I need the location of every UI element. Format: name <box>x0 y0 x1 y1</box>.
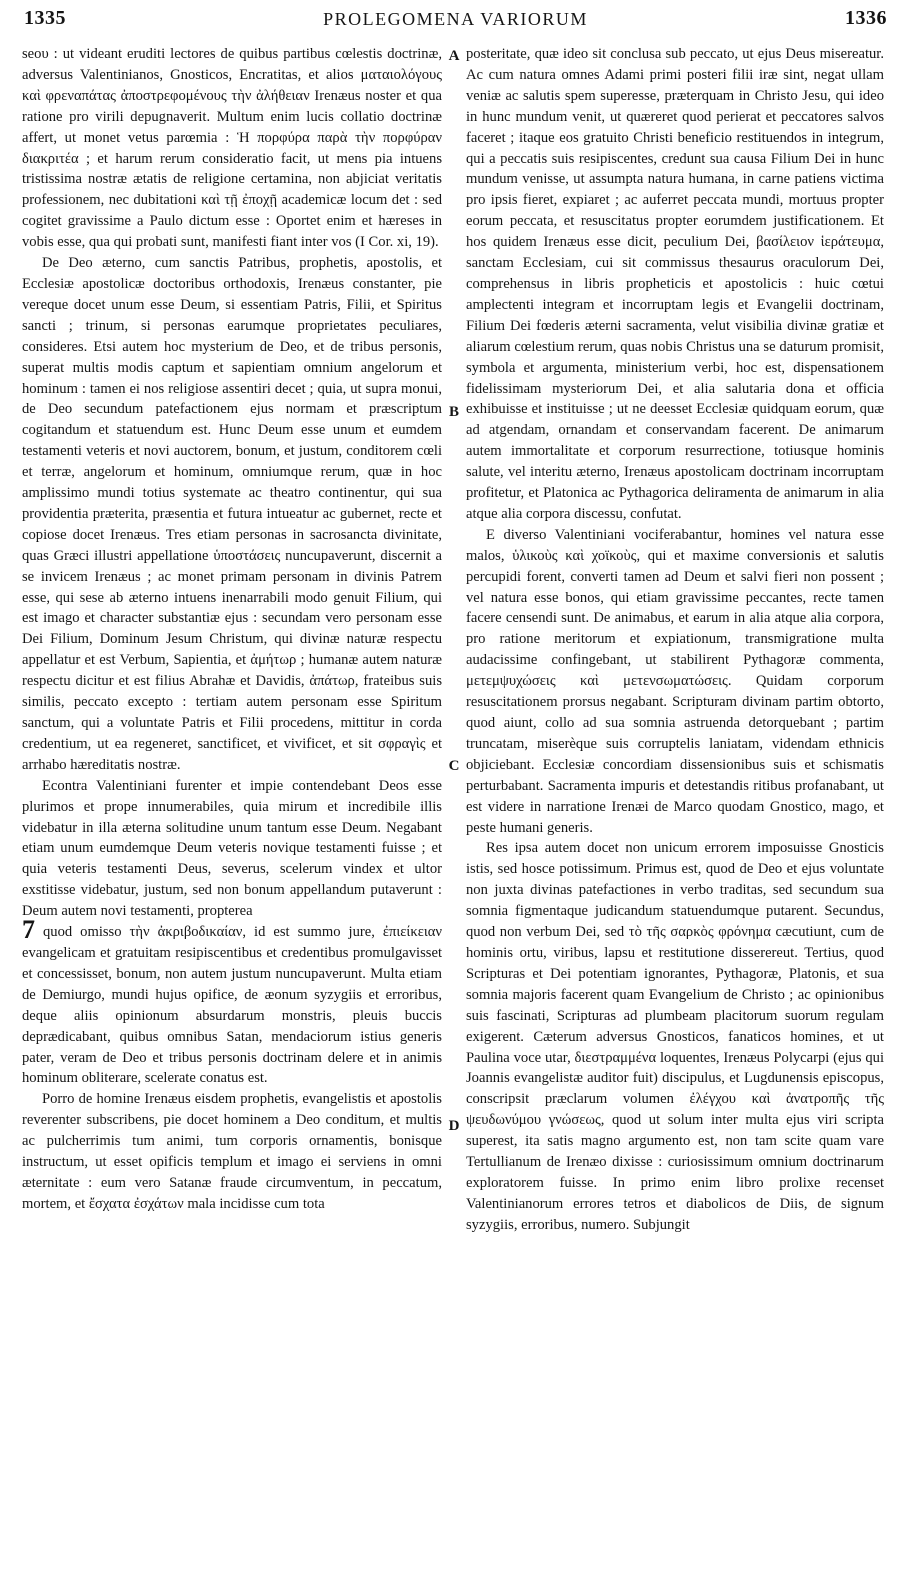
paragraph-continuation: quod omisso τὴν ἀκριβοδικαίαν, id est summo jure, ἐπιείκειαν evangelicam et gratuitam resipiscentibus et credentibus promulgavisset et concessisset, bonum, non autem justum nuncupaverunt. Multa etiam de Demiurgo, mundi hujus opifice, de æonum syzygiis et erroribus, deque aliis opinionum absurdarum monstris, pleuis buccis deprædicabant, quibus omnibus Satan, mendaciorum istius generis pater, veram de Deo et tribus personis doctrinam delere et in animis hominum obliterare, scelerate conatus est. <box>22 924 442 1087</box>
page-number-left: 1335 <box>24 7 66 29</box>
paragraph: posteritate, quæ ideo sit conclusa sub peccato, ut ejus Deus misereatur. Ac cum natura omnes Adami primi posteri filii iræ sint, negat ullam veniæ ac salutis spem superesse, præterquam in Christo Jesu, qui ideo in hunc mundum venit, ut quæreret quod perierat et peccatores salvos faceret ; itaque eos gratuito Christi beneficio restituendos in integrum, qui a peccatis suis resipiscentes, credunt sua causa Filium Dei in hunc mundum venisse, ut assumpta natura humana, in carne patiens victima pro ipsis fieret, expiaret ; ac auferret peccata mundi, mortuus propter eorum peccata, et resuscitatus propter eorumdem justificationem. Et hos quidem Irenæus esse dicit, peculium Dei, βασίλειον ἱεράτευμα, sanctam Ecclesiam, cui sit commissus thesaurus oraculorum Dei, comprehensus in libris propheticis et apostolicis : huic cœtui amplectenti integram et incorruptam legis et Evangelii doctrinam, Filium Dei fœderis æterni sacramenta, velut visibilia divinæ gratiæ et aliarum cœlestium rerum, quas nobis Christus una se daturum promisit, symbola et argumenta, ministerium verbi, hoc est, dispensationem fidelissimam mysteriorum Dei, et alia salutaria dona et officia exhibuisse et instituisse ; ut ne deesset Ecclesiæ quidquam eorum, quæ ad atgendam, ornandam et conservandam facerent. De animarum autem immortalitate et corporum resurrectione, totiusque hominis salute, vel interitu æterno, Irenæus apostolicam doctrinam incorruptam profitetur, et Platonica ac Pythagorica deliramenta de animarum in alia atque alia corpora discessu, confutat. <box>466 46 884 522</box>
left-column <box>22 44 442 1215</box>
paragraph: seου : ut videant eruditi lectores de quibus partibus cœlestis doctrinæ, adversus Valentinianos, Gnosticos, Encratitas, et alios ματαιολόγους καὶ φρεναπάτας ἀποστρεφομένους τὴν ἀλήθειαν Irenæus noster et qua ratione pro virili depugnaverit. Multum enim lucis collatio doctrinæ affert, ut monet vetus parœmia : Ἡ πορφύρα παρὰ τὴν πορφύραν διακριτέα ; et harum rerum consideratio facit, ut mens pia intuens tristissima nostræ ætatis de religione certamina, non abjiciat veritatis professionem, nec dubitationi καὶ τῇ ἐποχῇ academicæ locum det : sed cogitet gravissime a Paulo dictum esse : Oportet enim et hæreses in vobis esse, qua qui probati sunt, manifesti fiant inter vos (I Cor. xi, 19). <box>22 46 442 251</box>
folio-mark: 7 <box>22 915 35 945</box>
page-header <box>24 3 887 37</box>
margin-marker-a: A <box>448 48 460 64</box>
page-number-right: 1336 <box>845 7 887 29</box>
paragraph: Porro de homine Irenæus eisdem prophetis, evangelistis et apostolis reverenter subscribens, pie docet hominem a Deo conditum, et multis ac pulcherrimis tum animi, tum corporis ornamentis, bonisque instructum, ut esset opificis templum et imago ei serviens in omni æternitate : eum vero Satanæ fraude circumventum, in peccatum, mortem, et ἔσχατα ἐσχάτων mala incidisse cum tota <box>22 1091 442 1212</box>
paragraph: E diverso Valentiniani vociferabantur, homines vel natura esse malos, ὑλικοὺς καὶ χοϊκοὺς, qui et maxime conversionis et salutis percupidi forent, converti tamen ad Deum et salvi fieri non possent ; vel natura esse bonos, qui etiam gravissime peccantes, recte tamen facere censendi sunt. De animabus, et earum in alia atque alia corpora, pro ratione meritorum et expiationum, transmigratione multa audacissime confingebant, ut stabilirent Pythagoræ commenta, μετεμψυχώσεις καὶ μετενσωματώσεις. Quidam corporum resuscitationem prorsus negabant. Scripturam divinam partim obtorto, quod aiunt, collo ad sua somnia astruenda detorquebant ; partim truncatam, miserèque suis corruptelis laniatam, videndam ethnicis objiciebant. Ecclesiæ concordiam dissensionibus suis et schismatis perturbabant. Sacramenta impuris et detestandis ritibus profanabant, ut est videre in narratione Irenæi de Marco quodam Gnostico, mago, et peste humani generis. <box>466 526 884 836</box>
running-head: PROLEGOMENA VARIORUM <box>323 9 588 29</box>
margin-marker-b: B <box>448 404 459 420</box>
margin-marker-d: D <box>448 1118 460 1134</box>
paragraph: Res ipsa autem docet non unicum errorem imposuisse Gnosticis istis, sed hosce potissimum. Primus est, quod de Deo et ejus voluntate non juxta divinas patefactiones in verbo traditas, sed secundum sua somnia figmentaque judicandum statuendumque putarent. Secundus, quod non verbum Dei, sed τὸ τῆς σαρκὸς φρόνημα cæcutiunt, cum de hominis ortu, viribus, lapsu et restitutione disserereut. Tertius, quod Scripturas et Dei potentiam ignorantes, Pythagoræ, Platonis, et sua somnia majoris facerent quam Evangelium de Christo ; ac opinionibus suis fascinati, Scripturas ad plumbeam placitorum suorum regulam exigerent. Cæterum adversus Gnosticos, fanaticos homines, et ut Paulina voce utar, διεστραμμένα loquentes, Irenæus Polycarpi (ejus qui Joannis evangelistæ auditor fuit) discipulus, et Lugdunensis episcopus, conscripsit præclarum volumen ἐλέγχου καὶ ἀνατροπῆς τῆς ψευδωνύμου γνώσεως, quod ut solum inter multa ejus viri scripta superest, ita satis magno argumento est, non tam scite quam vare Tertullianum de Irenæo dixisse : curiosissimum omnium doctrinarum exploratorem fuisse. In primo enim libro prolixe recenset Valentinianorum errores tetros et diabolicos de Diis, de signum syzygiis, erroribus, numero. Subjungit <box>466 840 884 1233</box>
right-column <box>466 44 884 1236</box>
margin-marker-c: C <box>448 758 460 774</box>
paragraph: De Deo æterno, cum sanctis Patribus, prophetis, apostolis, et Ecclesiæ apostolicæ doctoribus orthodoxis, Irenæus constanter, pie vereque docet unum esse Deum, si essentiam Patris, Filii, et Spiritus sancti ; trinum, si personas earumque proprietates peculiares, consideres. Etsi autem hoc mysterium de Deo, et de tribus personis, superat multis modis captum et sapientiam omnium angelorum et hominum : tamen ei nos religiose assentiri decet ; quia, ut supra monui, de Deo secundum patefactionem ejus normam et præscriptum cogitandum et statuendum est. Hunc Deum esse unum et eumdem testamenti veteris et novi auctorem, bonum, et justum, conditorem cœli et terræ, angelorum et hominum, omniumque rerum, quæ in hoc amplissimo mundi totius systemate ac theatro continentur, qui sua providentia præterita, præsentia et futura intueatur ac gubernet, recte et copiose docet Irenæus. Tres etiam personas in sacrosancta divinitate, quas Græci illustri appellatione ὑποστάσεις nuncupaverunt, discernit a se invicem Irenæus ; ac monet primam personam in divinis Patrem esse, qui sese ab æterno intuens inenarrabili modo genuit Filium, qui est imago et character substantiæ ejus : secundam vero personam esse Dei Filium, Dominum Jesum Christum, qui divinæ naturæ respectu appellatur et est Verbum, Sapientia, et ἀμήτωρ ; humanæ autem naturæ respectu dicitur et est filius Abrahæ et Davidis, ἀπάτωρ, frateibus suis similis, peccato excepto : tertiam autem personam esse Spiritum sanctum, qui a voluntate Patris et Filii procedens, mittitur in corda credentium, ut ea regeneret, sanctificet, et vivificet, et sit σφραγὶς et arrhabo hæreditatis nostræ. <box>22 255 442 773</box>
paragraph: Econtra Valentiniani furenter et impie contendebant Deos esse plurimos et prope innumerabiles, quia mirum et incredibile illis videbatur in illa æterna solitudine unum tantum esse Deum. Negabant etiam unum eumdemque Deum veteris novique testamenti fuisse ; et quia veteris testamenti Deus, severus, scelerum vindex et ultor exstitisse videbatur, justum, sed non bonum appellandum putaverunt : Deum autem novi testamenti, propterea <box>22 777 442 920</box>
